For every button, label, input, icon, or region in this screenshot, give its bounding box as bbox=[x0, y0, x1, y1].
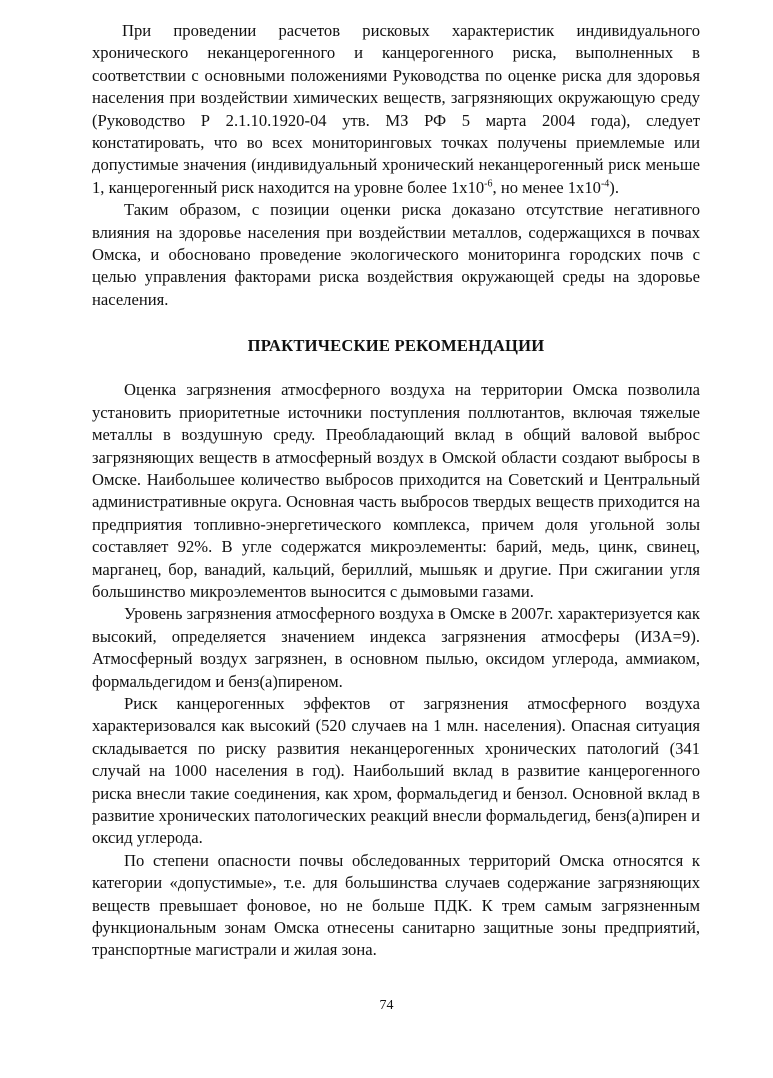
document-page bbox=[92, 20, 700, 962]
superscript-minus-six: -6 bbox=[484, 178, 493, 190]
superscript-minus-four: -4 bbox=[600, 178, 610, 190]
paragraph-air-pollution-level: Уровень загрязнения атмосферного воздуха в Омске в 2007г. характеризуется как высокий, определяется значением индекса загрязнения атмосферы (ИЗА=9). Атмосферный воздух загрязнен, в основном пылью, оксидом углерода, аммиаком, формальдегидом и бенз(а)пиреном. bbox=[92, 604, 700, 691]
page-number: 74 bbox=[379, 998, 394, 1013]
paragraph-conclusion: Таким образом, с позиции оценки риска доказано отсутствие негативного влияния на здоровье населения при воздействии металлов, содержащихся в почвах Омска, и обосновано проведение экологического мониторинга городских почв с целью управления факторами риска воздействия окружающей среды на здоровье населения. bbox=[92, 200, 700, 309]
paragraph-risk-text-before: При проведении расчетов рисковых характеристик индивидуального хронического неканцерогенного и канцерогенного риска, выполненных в соответствии с основными положениями Руководства по оценке риска для здоровья населения при воздействии химических веществ, загрязняющих окружающую среду (Руководство Р 2.1.10.1920-04 утв. МЗ РФ 5 марта 2004 года), следует констатировать, что во всех мониторинговых точках получены приемлемые или допустимые значения (индивидуальный хронический неканцерогенный риск меньше 1, канцерогенный риск находится на уровне более 1x10 bbox=[92, 21, 700, 197]
section-heading: ПРАКТИЧЕСКИЕ РЕКОМЕНДАЦИИ bbox=[247, 336, 545, 356]
paragraph-carcinogenic-risk: Риск канцерогенных эффектов от загрязнения атмосферного воздуха характеризовался как высокий (520 случаев на 1 млн. населения). Опасная ситуация складывается по риску развития неканцерогенных хронических патологий (341 случай на 1000 населения в год). Наибольший вклад в развитие канцерогенного риска внесли такие соединения, как хром, формальдегид и бензол. Основной вклад в развитие хронических патологических реакций внесли формальдегид, бенз(а)пирен и оксид углерода. bbox=[92, 693, 700, 848]
paragraph-air-pollution-sources: Оценка загрязнения атмосферного воздуха на территории Омска позволила установить приоритетные источники поступления поллютантов, включая тяжелые металлы в воздушную среду. Преобладающий вклад в общий валовой выброс загрязняющих веществ в атмосферный воздух в Омской области создают выбросы в Омске. Наибольшее количество выбросов приходится на Советский и Центральный административные округа. Основная часть выбросов твердых веществ приходится на предприятия топливно-энергетического комплекса, причем доля угольной золы составляет 92%. В угле содержатся микроэлементы: барий, медь, цинк, свинец, марганец, бор, ванадий, кальций, бериллий, мышьяк и другие. При сжигании угля большинство микроэлементов выносится с дымовыми газами. bbox=[92, 380, 700, 601]
paragraph-risk-calculation bbox=[92, 20, 700, 199]
paragraph-soil-hazard: По степени опасности почвы обследованных территорий Омска относятся к категории «допустимые», т.е. для большинства случаев содержание загрязняющих веществ превышает фоновое, но не больше ПДК. К трем самым загрязненным функциональным зонам Омска отнесены санитарно защитные зоны предприятий, транспортные магистрали и жилая зона. bbox=[92, 850, 700, 960]
paragraph-risk-text-middle: , но менее 1x10 bbox=[492, 177, 601, 197]
paragraph-risk-text-after: ). bbox=[609, 177, 619, 197]
